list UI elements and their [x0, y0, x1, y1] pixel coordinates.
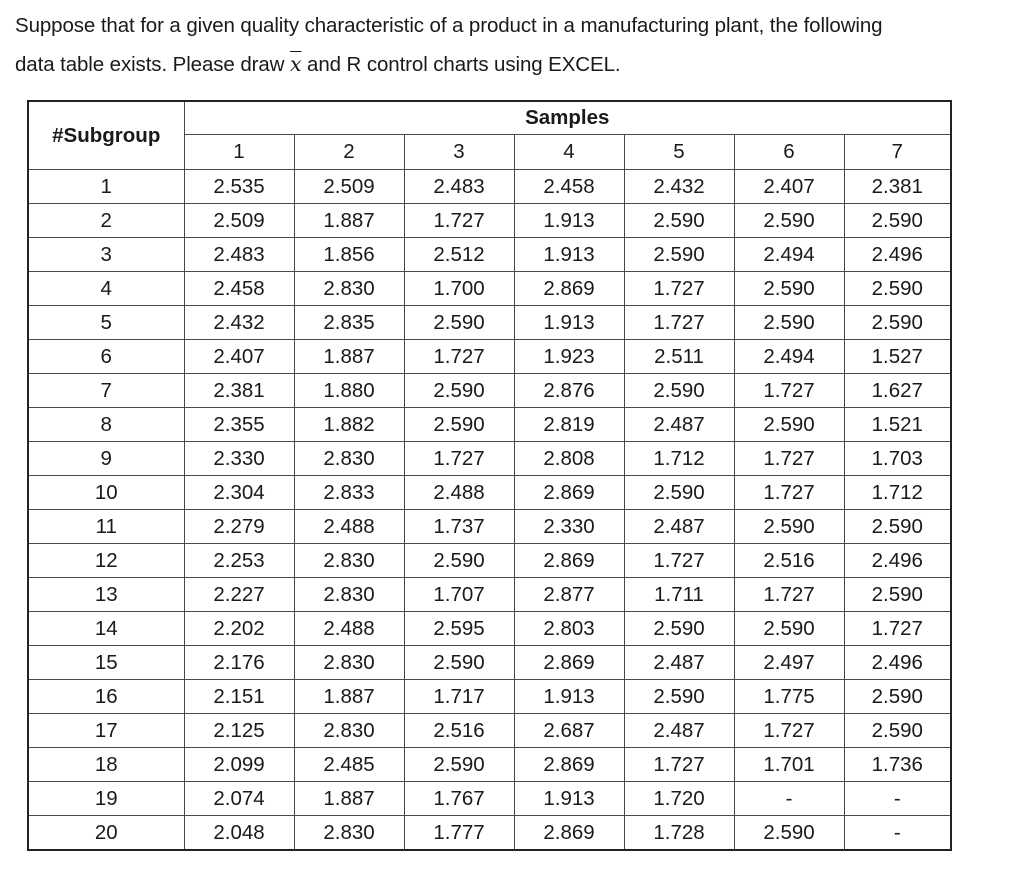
- sample-value-cell: 1.703: [844, 442, 951, 476]
- sample-value-cell: 2.330: [514, 510, 624, 544]
- sample-column-header: 5: [624, 135, 734, 170]
- sample-value-cell: 2.830: [294, 544, 404, 578]
- table-row: [28, 714, 951, 748]
- sample-value-cell: 1.707: [404, 578, 514, 612]
- sample-value-cell: 2.099: [184, 748, 294, 782]
- sample-value-cell: 2.869: [514, 646, 624, 680]
- sample-value-cell: 2.253: [184, 544, 294, 578]
- subgroup-cell: 4: [28, 272, 184, 306]
- sample-value-cell: 1.700: [404, 272, 514, 306]
- sample-value-cell: 2.496: [844, 544, 951, 578]
- sample-value-cell: 2.381: [184, 374, 294, 408]
- table-row: [28, 680, 951, 714]
- sample-value-cell: 2.509: [294, 170, 404, 204]
- question-line-2: [15, 45, 1015, 84]
- sample-value-cell: 1.727: [624, 544, 734, 578]
- sample-value-cell: 2.304: [184, 476, 294, 510]
- subgroup-cell: 12: [28, 544, 184, 578]
- sample-value-cell: 2.869: [514, 476, 624, 510]
- sample-value-cell: 1.887: [294, 782, 404, 816]
- sample-value-cell: 1.727: [734, 578, 844, 612]
- sample-value-cell: 2.535: [184, 170, 294, 204]
- table-row: [28, 578, 951, 612]
- subgroup-cell: 14: [28, 612, 184, 646]
- sample-value-cell: 1.728: [624, 816, 734, 851]
- table-row: [28, 748, 951, 782]
- sample-value-cell: 1.913: [514, 306, 624, 340]
- subgroup-cell: 18: [28, 748, 184, 782]
- sample-value-cell: 1.527: [844, 340, 951, 374]
- table-row: [28, 816, 951, 851]
- sample-column-header: 2: [294, 135, 404, 170]
- sample-value-cell: 2.590: [844, 306, 951, 340]
- sample-value-cell: 2.512: [404, 238, 514, 272]
- sample-value-cell: 1.775: [734, 680, 844, 714]
- sample-value-cell: 2.494: [734, 238, 844, 272]
- samples-header: Samples: [184, 101, 951, 135]
- table-row: [28, 238, 951, 272]
- sample-value-cell: 2.458: [184, 272, 294, 306]
- sample-value-cell: 2.496: [844, 238, 951, 272]
- sample-value-cell: 2.590: [404, 748, 514, 782]
- sample-value-cell: 2.590: [844, 510, 951, 544]
- subgroup-cell: 9: [28, 442, 184, 476]
- sample-value-cell: 2.869: [514, 544, 624, 578]
- subgroup-cell: 1: [28, 170, 184, 204]
- sample-value-cell: 2.590: [624, 476, 734, 510]
- sample-value-cell: 2.808: [514, 442, 624, 476]
- sample-value-cell: 1.727: [734, 714, 844, 748]
- question-line-2-end: and R control charts using EXCEL.: [301, 53, 621, 76]
- sample-value-cell: 1.856: [294, 238, 404, 272]
- question-line-1: Suppose that for a given quality characteristic of a product in a manufacturing plant, the following: [15, 14, 883, 37]
- sample-value-cell: 2.590: [734, 408, 844, 442]
- sample-value-cell: 2.590: [404, 306, 514, 340]
- sample-value-cell: 2.511: [624, 340, 734, 374]
- sample-value-cell: 2.590: [404, 408, 514, 442]
- subgroup-cell: 19: [28, 782, 184, 816]
- sample-value-cell: 2.830: [294, 646, 404, 680]
- sample-value-cell: 1.913: [514, 238, 624, 272]
- sample-value-cell: 2.432: [184, 306, 294, 340]
- sample-value-cell: 1.887: [294, 340, 404, 374]
- sample-value-cell: 2.151: [184, 680, 294, 714]
- sample-value-cell: 2.407: [184, 340, 294, 374]
- sample-value-cell: 1.880: [294, 374, 404, 408]
- sample-value-cell: 1.712: [844, 476, 951, 510]
- sample-value-cell: 2.590: [734, 204, 844, 238]
- subgroup-cell: 16: [28, 680, 184, 714]
- sample-value-cell: 2.176: [184, 646, 294, 680]
- sample-column-header: 3: [404, 135, 514, 170]
- sample-value-cell: 2.483: [184, 238, 294, 272]
- sample-value-cell: 2.590: [404, 374, 514, 408]
- sample-value-cell: 1.882: [294, 408, 404, 442]
- sample-value-cell: 2.590: [734, 816, 844, 851]
- sample-value-cell: 1.727: [404, 442, 514, 476]
- sample-value-cell: 2.803: [514, 612, 624, 646]
- sample-value-cell: 2.458: [514, 170, 624, 204]
- sample-value-cell: 1.727: [624, 306, 734, 340]
- sample-value-cell: 1.727: [624, 748, 734, 782]
- sample-value-cell: 2.877: [514, 578, 624, 612]
- sample-value-cell: 1.727: [734, 442, 844, 476]
- sample-value-cell: 2.381: [844, 170, 951, 204]
- sample-value-cell: 2.487: [624, 510, 734, 544]
- sample-value-cell: 2.869: [514, 816, 624, 851]
- sample-column-header: 4: [514, 135, 624, 170]
- subgroup-cell: 6: [28, 340, 184, 374]
- subgroup-cell: 5: [28, 306, 184, 340]
- sample-value-cell: 2.487: [624, 646, 734, 680]
- sample-value-cell: 2.432: [624, 170, 734, 204]
- table-row: [28, 510, 951, 544]
- sample-value-cell: -: [844, 782, 951, 816]
- sample-column-header: 6: [734, 135, 844, 170]
- table-row: [28, 476, 951, 510]
- header-row-samples: [28, 101, 951, 135]
- sample-value-cell: 2.869: [514, 748, 624, 782]
- sample-value-cell: 1.711: [624, 578, 734, 612]
- question-text: [15, 7, 1015, 84]
- sample-value-cell: 1.727: [404, 340, 514, 374]
- sample-value-cell: 1.521: [844, 408, 951, 442]
- sample-column-header: 7: [844, 135, 951, 170]
- sample-column-header: 1: [184, 135, 294, 170]
- subgroup-cell: 15: [28, 646, 184, 680]
- sample-value-cell: 2.590: [404, 646, 514, 680]
- sample-value-cell: 2.494: [734, 340, 844, 374]
- sample-value-cell: 2.590: [624, 374, 734, 408]
- sample-value-cell: 2.590: [844, 714, 951, 748]
- sample-value-cell: 1.701: [734, 748, 844, 782]
- sample-value-cell: 2.590: [844, 272, 951, 306]
- sample-value-cell: 2.590: [624, 204, 734, 238]
- sample-value-cell: 2.869: [514, 272, 624, 306]
- subgroup-cell: 8: [28, 408, 184, 442]
- sample-value-cell: 2.048: [184, 816, 294, 851]
- sample-value-cell: 1.736: [844, 748, 951, 782]
- sample-value-cell: 1.887: [294, 204, 404, 238]
- sample-value-cell: 2.876: [514, 374, 624, 408]
- table-row: [28, 646, 951, 680]
- sample-value-cell: 2.590: [624, 680, 734, 714]
- sample-value-cell: 2.227: [184, 578, 294, 612]
- table-body: [28, 170, 951, 851]
- table-row: [28, 306, 951, 340]
- sample-value-cell: 1.737: [404, 510, 514, 544]
- question-line-2-start: data table exists. Please draw: [15, 53, 290, 76]
- sample-value-cell: 1.887: [294, 680, 404, 714]
- x-bar-symbol: $\overline{x}$: [289, 52, 302, 76]
- sample-value-cell: 2.833: [294, 476, 404, 510]
- sample-value-cell: 2.074: [184, 782, 294, 816]
- sample-value-cell: 2.355: [184, 408, 294, 442]
- sample-value-cell: 2.687: [514, 714, 624, 748]
- data-table: [27, 100, 952, 851]
- sample-value-cell: 2.488: [294, 510, 404, 544]
- table-row: [28, 442, 951, 476]
- table-row: [28, 782, 951, 816]
- sample-value-cell: 2.330: [184, 442, 294, 476]
- sample-value-cell: 2.590: [734, 272, 844, 306]
- table-row: [28, 272, 951, 306]
- sample-value-cell: 2.590: [844, 680, 951, 714]
- sample-value-cell: 2.595: [404, 612, 514, 646]
- sample-value-cell: 1.720: [624, 782, 734, 816]
- subgroup-cell: 17: [28, 714, 184, 748]
- sample-value-cell: 2.516: [404, 714, 514, 748]
- sample-value-cell: 1.717: [404, 680, 514, 714]
- subgroup-cell: 10: [28, 476, 184, 510]
- sample-value-cell: 2.488: [404, 476, 514, 510]
- sample-value-cell: 2.830: [294, 816, 404, 851]
- sample-value-cell: 2.590: [624, 238, 734, 272]
- table-row: [28, 170, 951, 204]
- sample-value-cell: 1.777: [404, 816, 514, 851]
- sample-value-cell: 2.516: [734, 544, 844, 578]
- table-row: [28, 374, 951, 408]
- sample-value-cell: 1.712: [624, 442, 734, 476]
- table-row: [28, 340, 951, 374]
- sample-value-cell: -: [734, 782, 844, 816]
- sample-value-cell: 2.590: [734, 612, 844, 646]
- sample-value-cell: 2.483: [404, 170, 514, 204]
- subgroup-cell: 2: [28, 204, 184, 238]
- sample-value-cell: 1.727: [844, 612, 951, 646]
- sample-value-cell: 2.830: [294, 272, 404, 306]
- subgroup-header: #Subgroup: [28, 101, 184, 170]
- subgroup-cell: 7: [28, 374, 184, 408]
- sample-value-cell: 2.590: [404, 544, 514, 578]
- sample-value-cell: 1.627: [844, 374, 951, 408]
- sample-value-cell: 1.727: [404, 204, 514, 238]
- sample-value-cell: 2.590: [844, 578, 951, 612]
- subgroup-cell: 20: [28, 816, 184, 851]
- sample-value-cell: 2.830: [294, 442, 404, 476]
- sample-value-cell: 1.913: [514, 204, 624, 238]
- sample-value-cell: 2.835: [294, 306, 404, 340]
- sample-value-cell: 2.830: [294, 714, 404, 748]
- sample-value-cell: 2.125: [184, 714, 294, 748]
- sample-value-cell: 2.487: [624, 714, 734, 748]
- subgroup-cell: 3: [28, 238, 184, 272]
- sample-value-cell: 1.727: [734, 476, 844, 510]
- sample-value-cell: 2.509: [184, 204, 294, 238]
- sample-value-cell: 2.407: [734, 170, 844, 204]
- sample-value-cell: 2.590: [734, 306, 844, 340]
- sample-value-cell: 2.590: [734, 510, 844, 544]
- sample-value-cell: 2.202: [184, 612, 294, 646]
- sample-value-cell: 2.590: [844, 204, 951, 238]
- sample-value-cell: 2.279: [184, 510, 294, 544]
- sample-value-cell: 2.485: [294, 748, 404, 782]
- sample-value-cell: 2.487: [624, 408, 734, 442]
- table-row: [28, 544, 951, 578]
- sample-value-cell: 1.727: [734, 374, 844, 408]
- sample-value-cell: 1.767: [404, 782, 514, 816]
- sample-value-cell: 2.830: [294, 578, 404, 612]
- subgroup-cell: 13: [28, 578, 184, 612]
- sample-value-cell: 1.923: [514, 340, 624, 374]
- table-row: [28, 204, 951, 238]
- sample-value-cell: 2.497: [734, 646, 844, 680]
- sample-value-cell: 1.913: [514, 782, 624, 816]
- sample-value-cell: 2.590: [624, 612, 734, 646]
- sample-value-cell: 1.913: [514, 680, 624, 714]
- subgroup-cell: 11: [28, 510, 184, 544]
- table-row: [28, 612, 951, 646]
- sample-value-cell: -: [844, 816, 951, 851]
- sample-value-cell: 1.727: [624, 272, 734, 306]
- sample-value-cell: 2.488: [294, 612, 404, 646]
- table-row: [28, 408, 951, 442]
- sample-value-cell: 2.819: [514, 408, 624, 442]
- sample-value-cell: 2.496: [844, 646, 951, 680]
